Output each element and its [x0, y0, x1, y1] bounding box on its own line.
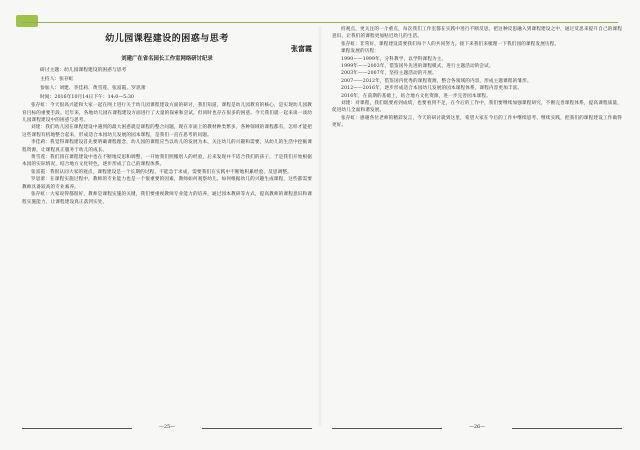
paragraph: 刘建：对课程，我们既要看到成绩，也要看到不足，在今后的工作中，我们要继续加强课程研究，不断完善课程体系，提高课程质量，促进幼儿全面和谐发展。: [332, 101, 622, 114]
right-footer: [332, 424, 622, 434]
footer-rule: [202, 428, 312, 429]
paragraph: 课程发展的历程：: [341, 49, 379, 55]
meta-line: 主持人：张存虹: [40, 77, 74, 83]
page-number: —25—: [158, 424, 176, 430]
paragraph: 1999年——2003年，借鉴国外先进的课程模式，进行主题活动的尝试。: [341, 64, 494, 70]
paragraph: 李佳莉：我觉得课程建设首先要明确课程理念，幼儿园的课程应当以幼儿的发展为本，关注幼儿的兴趣和需要，从幼儿的生活中挖掘课程资源，让课程真正服务于幼儿的成长。: [22, 140, 312, 153]
paragraph: 2016年，在前期的基础上，结合地方文化资源，进一步完善园本课程。: [341, 93, 491, 99]
footer-rule: [332, 428, 442, 429]
paragraph: 张存虹：感谢各位老师的精彩发言，今天的研讨就到这里，希望大家在今后的工作中继续思考、继续实践，把我们的课程建设工作做得更好。: [332, 115, 622, 129]
paragraph: 张存虹：今天很高兴能和大家一起在网上进行关于幼儿园课程建设方面的研讨，我们知道，课程是幼儿园教育的核心，是实现幼儿园教育目标的重要手段。近年来，各地幼儿园在课程建设方面进行了大量的探索和尝试，但同时也存在很多的困惑。今天我们就一起来谈一谈幼儿园课程建设中的困惑与思考。: [22, 103, 312, 124]
paragraph: 刘建：我们幼儿园在课程建设中遇到的最大困惑就是课程的整合问题，现在市面上的教材种类繁多，各种领域的课程都有，怎样才能把这些课程有机地整合起来，形成适合本园幼儿发展的园本课程，是我们一直在思考的问题。: [22, 125, 312, 138]
paragraph: 张存虹：非常好，课程建设需要我们每个人的共同努力。接下来我们来梳理一下我们园的课程发展历程。: [341, 41, 560, 47]
article-title: 幼儿园课程建设的困惑与思考: [105, 34, 229, 44]
article-author: 张富霞: [291, 44, 312, 54]
paragraph: 黄雪莲：我们园在课程建设中也在不断地反思和调整，一开始我们照搬别人的经验，后来发现并不适合我们的孩子，于是我们开始根据本园的实际情况，结合地方文化特色，逐步形成了自己的课程体系。: [22, 155, 312, 168]
paragraph: 持观点，更关注的一个重点，每次我们工作室都在实践中进行不断反思，把这种反思融入到课程建设之中，通过反思来提升自己的课程意识，让我们的课程更加贴近幼儿的生活。: [332, 27, 622, 40]
paragraph: 罗思蕾：在课程实施过程中，教师的专业能力也是一个很重要的因素，教师如何观察幼儿、如何根据幼儿的兴趣生成课程，这些都需要教师具备较高的专业素养。: [22, 177, 312, 190]
meta-line: 参加人：刘建、李佳莉、黄雪莲、张富霞、罗思蕾: [40, 86, 146, 92]
top-rule: [22, 22, 618, 23]
article-subtitle: 刘建广在省名园长工作室网络研讨纪录: [121, 55, 213, 62]
paragraph: 张存虹：大家说得都很好，教师是课程实施的关键，我们要重视教师专业能力的培养，通过园本教研等方式，提高教师的课程意识和课程实施能力，让课程建设真正落到实处。: [22, 192, 312, 205]
footer-rule: [512, 428, 622, 429]
footer-rule: [22, 428, 132, 429]
paragraph: 1990——1999年，分科教学，以学科课程为主。: [341, 56, 447, 62]
paragraph: 张富霞：我很认同大家的观点，课程建设是一个长期的过程，不能急于求成，需要我们在实践中不断地积累经验、反思调整。: [31, 169, 292, 175]
meta-line: 研讨主题：幼儿园课程建设的困惑与思考: [40, 68, 127, 74]
left-footer: [22, 424, 312, 434]
left-page: [22, 26, 312, 421]
right-page: [332, 26, 622, 421]
paragraph: 2003年——2007年，坚持主题活动的开展。: [341, 71, 437, 77]
page-number: —26—: [468, 424, 486, 430]
paragraph: 2012——2016年，逐步形成适合本园幼儿发展的园本课程体系，课程内容更加丰富。: [341, 86, 523, 92]
paragraph: 2007——2012年，借鉴国内优秀的课程资源，整合各领域的内容，形成主题课程的雏形。: [341, 78, 532, 84]
meta-block: [40, 66, 312, 102]
meta-line: 时间：2016年10月14日下午：14:0—5:30: [40, 95, 134, 101]
page-gutter: [318, 26, 322, 426]
